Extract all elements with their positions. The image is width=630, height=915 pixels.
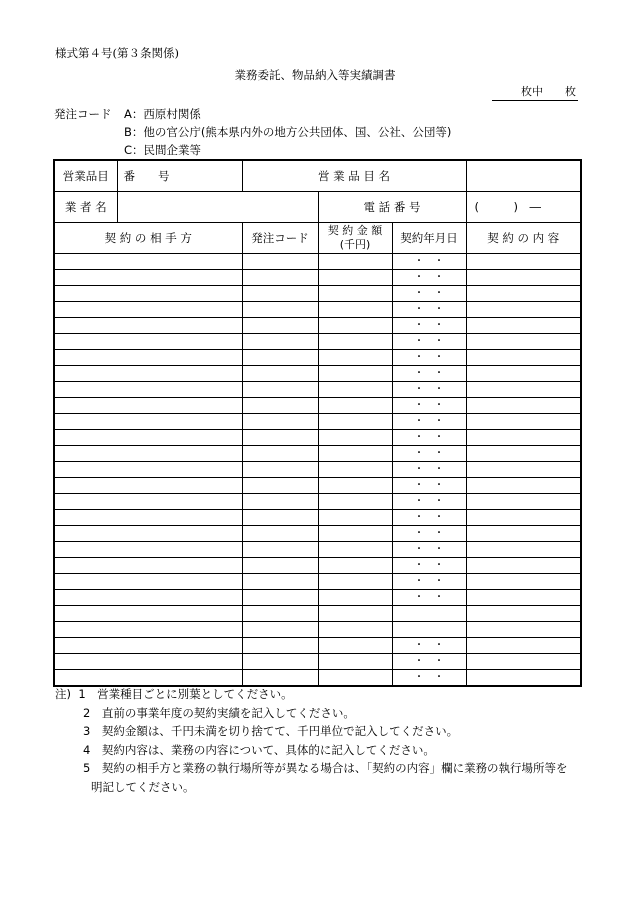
contract-content-cell[interactable]	[466, 446, 581, 462]
contract-content-cell[interactable]	[466, 670, 581, 687]
contract-content-cell[interactable]	[466, 654, 581, 670]
contract-content-cell[interactable]	[466, 318, 581, 334]
contract-date-cell[interactable]: ・ ・	[392, 462, 466, 478]
counterparty-cell[interactable]	[54, 430, 242, 446]
table-row	[54, 494, 581, 510]
amount-cell[interactable]	[318, 318, 392, 334]
table-row	[54, 558, 581, 574]
contract-date-cell[interactable]: ・ ・	[392, 494, 466, 510]
order-code-cell[interactable]	[242, 414, 318, 430]
contract-date-cell[interactable]: ・ ・	[392, 334, 466, 350]
amount-cell[interactable]	[318, 462, 392, 478]
counterparty-cell[interactable]	[54, 302, 242, 318]
notes-label: 注)	[55, 687, 71, 701]
table-row	[54, 638, 581, 654]
amount-cell[interactable]	[318, 478, 392, 494]
counterparty-cell[interactable]	[54, 350, 242, 366]
amount-cell[interactable]	[318, 670, 392, 687]
order-code-cell[interactable]	[242, 654, 318, 670]
number-label: 番 号	[123, 169, 170, 183]
contract-content-cell[interactable]	[466, 382, 581, 398]
amount-cell[interactable]	[318, 398, 392, 414]
counterparty-cell[interactable]	[54, 606, 242, 622]
amount-cell[interactable]	[318, 430, 392, 446]
table-row	[54, 334, 581, 350]
order-code-cell[interactable]	[242, 398, 318, 414]
counterparty-cell[interactable]	[54, 462, 242, 478]
amount-cell[interactable]	[318, 414, 392, 430]
amount-cell[interactable]	[318, 622, 392, 638]
order-code-cell[interactable]	[242, 446, 318, 462]
order-code-cell[interactable]	[242, 270, 318, 286]
counterparty-header: 契 約 の 相 手 方	[54, 223, 242, 254]
table-row	[54, 414, 581, 430]
order-code-cell[interactable]	[242, 430, 318, 446]
order-code-cell[interactable]	[242, 574, 318, 590]
contract-content-cell[interactable]	[466, 606, 581, 622]
contract-content-cell[interactable]	[466, 366, 581, 382]
contract-content-cell[interactable]	[466, 638, 581, 654]
amount-cell[interactable]	[318, 510, 392, 526]
contract-content-cell[interactable]	[466, 478, 581, 494]
order-code-cell[interactable]	[242, 526, 318, 542]
amount-cell[interactable]	[318, 286, 392, 302]
counterparty-cell[interactable]	[54, 446, 242, 462]
contract-date-cell[interactable]: ・ ・	[392, 542, 466, 558]
amount-cell[interactable]	[318, 366, 392, 382]
contract-content-cell[interactable]	[466, 350, 581, 366]
table-row	[54, 542, 581, 558]
table-row	[54, 574, 581, 590]
contract-content-cell[interactable]	[466, 254, 581, 270]
amount-cell[interactable]	[318, 334, 392, 350]
table-row	[54, 398, 581, 414]
contract-date-cell[interactable]: ・ ・	[392, 654, 466, 670]
amount-cell[interactable]	[318, 446, 392, 462]
contract-content-cell[interactable]	[466, 430, 581, 446]
contract-date-cell[interactable]: ・ ・	[392, 590, 466, 606]
counterparty-cell[interactable]	[54, 510, 242, 526]
order-code-cell[interactable]	[242, 590, 318, 606]
note-3: 3 契約金額は、千円未満を切り捨てて、千円単位で記入してください。	[83, 724, 459, 738]
contract-date-cell[interactable]: ・ ・	[392, 446, 466, 462]
note-1: 1 営業種目ごとに別葉としてください。	[78, 687, 293, 701]
contract-date-cell[interactable]: ・ ・	[392, 350, 466, 366]
order-code-cell[interactable]	[242, 462, 318, 478]
counterparty-cell[interactable]	[54, 574, 242, 590]
contract-date-cell[interactable]: ・ ・	[392, 414, 466, 430]
table-row	[54, 478, 581, 494]
order-code-header: 発注コード	[242, 223, 318, 254]
counterparty-cell[interactable]	[54, 494, 242, 510]
contract-date-cell[interactable]: ・ ・	[392, 670, 466, 687]
order-code-a: A：西原村関係	[124, 107, 201, 121]
contract-content-cell[interactable]	[466, 510, 581, 526]
order-code-cell[interactable]	[242, 318, 318, 334]
order-code-cell[interactable]	[242, 558, 318, 574]
counterparty-cell[interactable]	[54, 366, 242, 382]
document-title: 業務委託、物品納入等実績調書	[234, 68, 396, 82]
table-row	[54, 270, 581, 286]
amount-cell[interactable]	[318, 526, 392, 542]
counterparty-cell[interactable]	[54, 526, 242, 542]
order-code-cell[interactable]	[242, 622, 318, 638]
order-code-cell[interactable]	[242, 382, 318, 398]
counterparty-cell[interactable]	[54, 638, 242, 654]
table-row	[54, 366, 581, 382]
counterparty-cell[interactable]	[54, 542, 242, 558]
table-row	[54, 654, 581, 670]
contract-content-cell[interactable]	[466, 526, 581, 542]
company-name-field[interactable]	[117, 192, 318, 223]
contract-date-cell[interactable]: ・ ・	[392, 286, 466, 302]
counterparty-cell[interactable]	[54, 382, 242, 398]
table-row	[54, 254, 581, 270]
counterparty-cell[interactable]	[54, 270, 242, 286]
order-code-cell[interactable]	[242, 302, 318, 318]
amount-cell[interactable]	[318, 558, 392, 574]
contract-content-cell[interactable]	[466, 542, 581, 558]
amount-cell[interactable]	[318, 606, 392, 622]
counterparty-cell[interactable]	[54, 334, 242, 350]
sheet-count: 枚中 枚	[492, 84, 578, 101]
phone-number-field[interactable]: ( ) ―	[466, 192, 581, 223]
contract-date-cell[interactable]: ・ ・	[392, 382, 466, 398]
counterparty-cell[interactable]	[54, 414, 242, 430]
contract-content-cell[interactable]	[466, 414, 581, 430]
table-row	[54, 510, 581, 526]
amount-header: 契 約 金 額	[327, 224, 383, 237]
order-code-cell[interactable]	[242, 286, 318, 302]
counterparty-cell[interactable]	[54, 590, 242, 606]
counterparty-cell[interactable]	[54, 286, 242, 302]
table-row	[54, 670, 581, 687]
contract-date-cell[interactable]: ・ ・	[392, 558, 466, 574]
phone-number-label: 電 話 番 号	[318, 192, 466, 223]
amount-cell[interactable]	[318, 302, 392, 318]
record-table	[53, 159, 582, 687]
counterparty-cell[interactable]	[54, 622, 242, 638]
table-row	[54, 526, 581, 542]
counterparty-cell[interactable]	[54, 254, 242, 270]
order-code-cell[interactable]	[242, 254, 318, 270]
company-name-label: 業 者 名	[54, 192, 117, 223]
order-code-cell[interactable]	[242, 366, 318, 382]
contract-date-cell[interactable]: ・ ・	[392, 574, 466, 590]
contract-content-cell[interactable]	[466, 286, 581, 302]
amount-cell[interactable]	[318, 254, 392, 270]
amount-cell[interactable]	[318, 638, 392, 654]
amount-cell[interactable]	[318, 574, 392, 590]
contract-content-cell[interactable]	[466, 270, 581, 286]
order-code-cell[interactable]	[242, 350, 318, 366]
amount-unit: (千円)	[339, 238, 371, 251]
counterparty-cell[interactable]	[54, 654, 242, 670]
amount-cell[interactable]	[318, 382, 392, 398]
contract-date-cell[interactable]: ・ ・	[392, 526, 466, 542]
order-code-cell[interactable]	[242, 494, 318, 510]
order-code-cell[interactable]	[242, 510, 318, 526]
table-row	[54, 382, 581, 398]
contract-content-cell[interactable]	[466, 622, 581, 638]
amount-cell[interactable]	[318, 654, 392, 670]
amount-cell[interactable]	[318, 590, 392, 606]
contract-date-cell[interactable]: ・ ・	[392, 254, 466, 270]
contract-content-cell[interactable]	[466, 558, 581, 574]
contract-content-header: 契 約 の 内 容	[466, 223, 581, 254]
contract-date-cell[interactable]: ・ ・	[392, 318, 466, 334]
contract-content-cell[interactable]	[466, 398, 581, 414]
order-code-c: C：民間企業等	[124, 143, 202, 157]
business-item-label: 営業品目	[54, 160, 117, 192]
contract-content-cell[interactable]	[466, 494, 581, 510]
contract-date-cell[interactable]: ・ ・	[392, 270, 466, 286]
contract-date-cell[interactable]: ・ ・	[392, 478, 466, 494]
contract-date-cell[interactable]: ・ ・	[392, 302, 466, 318]
table-row	[54, 430, 581, 446]
contract-date-cell[interactable]: ・ ・	[392, 430, 466, 446]
note-4: 4 契約内容は、業務の内容について、具体的に記入してください。	[83, 742, 435, 757]
contract-date-cell[interactable]: ・ ・	[392, 510, 466, 526]
business-item-name-field[interactable]	[466, 160, 581, 192]
contract-content-cell[interactable]	[466, 574, 581, 590]
table-row	[54, 302, 581, 318]
contract-content-cell[interactable]	[466, 302, 581, 318]
table-row	[54, 446, 581, 462]
contract-date-cell[interactable]: ・ ・	[392, 638, 466, 654]
note-2: 2 直前の事業年度の契約実績を記入してください。	[83, 705, 355, 720]
form-number: 様式第４号(第３条関係)	[55, 46, 179, 60]
order-code-cell[interactable]	[242, 670, 318, 687]
note-5: 5 契約の相手方と業務の執行場所等が異なる場合は、「契約の内容」欄に業務の執行場所等を	[83, 761, 568, 775]
note-5-continued: 明記してください。	[91, 779, 195, 794]
amount-cell[interactable]	[318, 270, 392, 286]
counterparty-cell[interactable]	[54, 670, 242, 687]
table-row	[54, 462, 581, 478]
order-code-label: 発注コード	[54, 107, 112, 121]
order-code-cell[interactable]	[242, 478, 318, 494]
counterparty-cell[interactable]	[54, 318, 242, 334]
amount-cell[interactable]	[318, 542, 392, 558]
counterparty-cell[interactable]	[54, 558, 242, 574]
table-row	[54, 286, 581, 302]
contract-date-header: 契約年月日	[392, 223, 466, 254]
table-row	[54, 622, 581, 638]
table-row	[54, 606, 581, 622]
order-code-cell[interactable]	[242, 542, 318, 558]
notes	[55, 685, 568, 796]
contract-date-cell[interactable]	[392, 606, 466, 622]
table-row	[54, 350, 581, 366]
contract-content-cell[interactable]	[466, 590, 581, 606]
amount-cell[interactable]	[318, 350, 392, 366]
contract-content-cell[interactable]	[466, 334, 581, 350]
order-code-cell[interactable]	[242, 334, 318, 350]
table-row	[54, 590, 581, 606]
business-item-name-label: 営 業 品 目 名	[242, 160, 466, 192]
order-code-cell[interactable]	[242, 638, 318, 654]
order-code-cell[interactable]	[242, 606, 318, 622]
amount-cell[interactable]	[318, 494, 392, 510]
contract-date-cell[interactable]: ・ ・	[392, 398, 466, 414]
contract-content-cell[interactable]	[466, 462, 581, 478]
order-code-b: B：他の官公庁(熊本県内外の地方公共団体、国、公社、公団等)	[124, 125, 452, 139]
contract-date-cell[interactable]	[392, 622, 466, 638]
table-row	[54, 318, 581, 334]
contract-date-cell[interactable]: ・ ・	[392, 366, 466, 382]
counterparty-cell[interactable]	[54, 398, 242, 414]
counterparty-cell[interactable]	[54, 478, 242, 494]
